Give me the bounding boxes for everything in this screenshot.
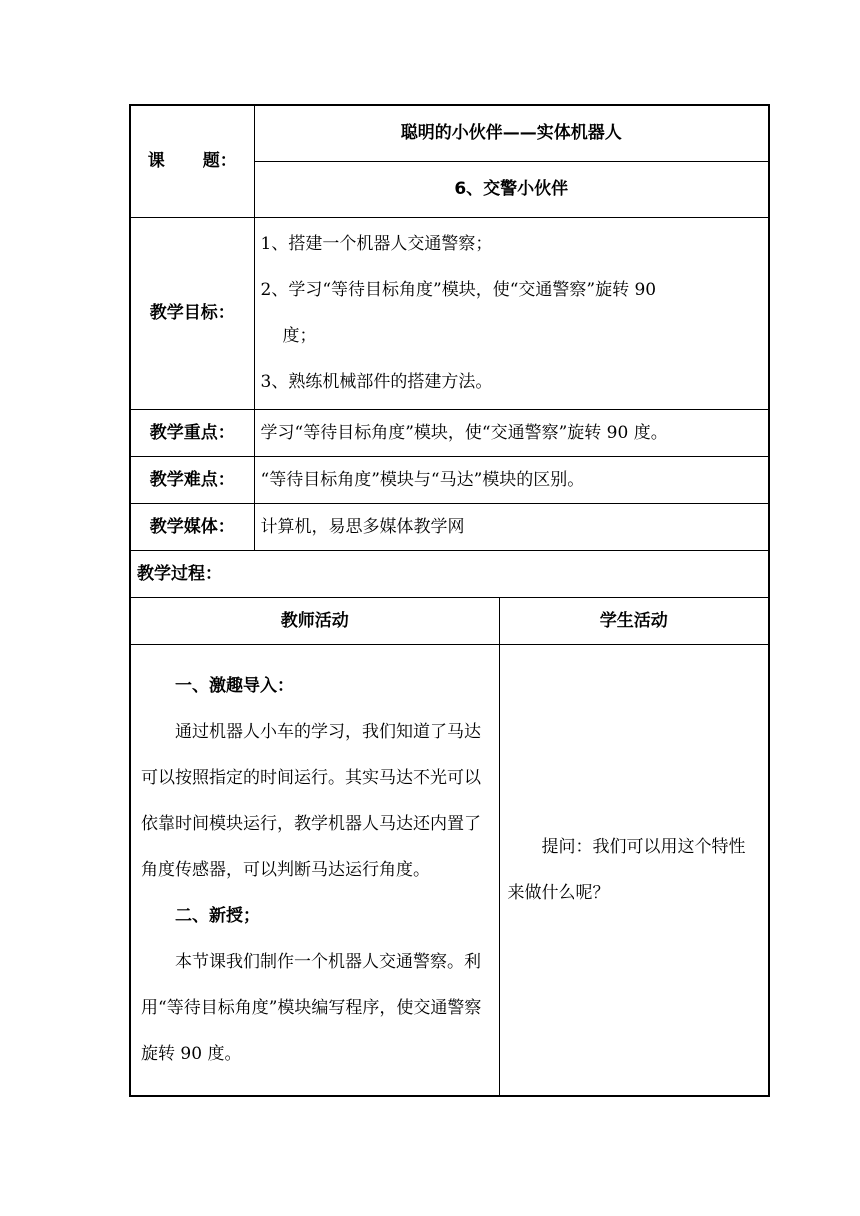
section-heading-new: 二、新授； <box>175 905 260 926</box>
section-heading-intro: 一、激趣导入： <box>175 675 294 696</box>
topic-label-tail: 题： <box>202 151 237 172</box>
teacher-activity-header: 教师活动 <box>130 597 499 644</box>
objective-item: 1、搭建一个机器人交通警察； <box>260 234 493 254</box>
teacher-activity-content <box>130 644 499 1096</box>
student-activity-content <box>499 644 769 1096</box>
lesson-subtitle: 6、交警小伙伴 <box>254 161 769 217</box>
student-question: 提问：我们可以用这个特性来做什么呢？ <box>507 836 746 903</box>
difficulties-text: “等待目标角度”模块与“马达”模块的区别。 <box>254 456 769 503</box>
lesson-title: 聪明的小伙伴——实体机器人 <box>254 105 769 161</box>
key-points-label: 教学重点： <box>130 409 254 456</box>
topic-label-char: 课 <box>147 151 165 172</box>
teacher-paragraph: 通过机器人小车的学习，我们知道了马达可以按照指定的时间运行。其实马达不光可以依靠时间模块运行，教学机器人马达还内置了角度传感器，可以判断马达运行角度。 <box>141 721 481 880</box>
topic-label <box>130 105 254 217</box>
objective-item: 3、熟练机械部件的搭建方法。 <box>260 372 493 392</box>
teacher-paragraph: 本节课我们制作一个机器人交通警察。利用“等待目标角度”模块编写程序，使交通警察旋转 90 度。 <box>141 951 482 1064</box>
media-label: 教学媒体： <box>130 503 254 550</box>
objective-item: 2、学习“等待目标角度”模块，使“交通警察”旋转 90 <box>260 280 657 300</box>
process-label: 教学过程： <box>130 550 769 597</box>
media-text: 计算机，易思多媒体教学网 <box>254 503 769 550</box>
difficulties-label: 教学难点： <box>130 456 254 503</box>
objectives-content <box>254 217 769 409</box>
lesson-plan-table <box>129 104 770 1097</box>
student-activity-header: 学生活动 <box>499 597 769 644</box>
key-points-text: 学习“等待目标角度”模块，使“交通警察”旋转 90 度。 <box>254 409 769 456</box>
objectives-label: 教学目标： <box>130 217 254 409</box>
objective-item-continuation: 度； <box>282 326 317 346</box>
